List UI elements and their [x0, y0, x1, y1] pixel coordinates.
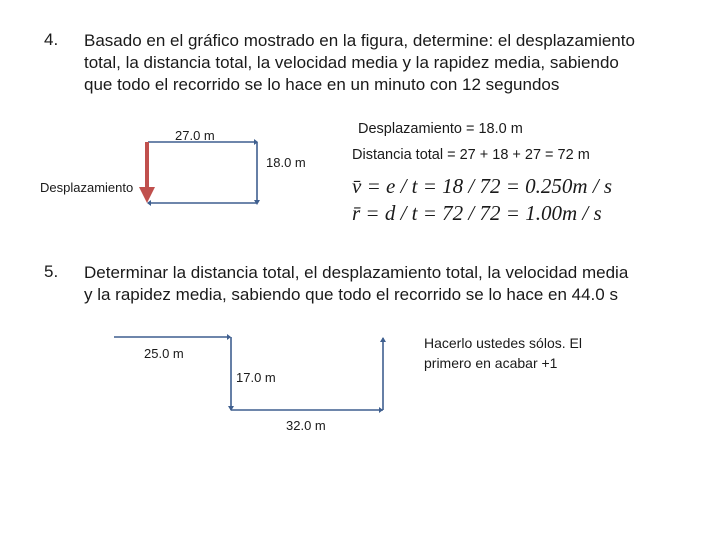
problem-4-line-3: que todo el recorrido se lo hace en un minuto con 12 segundos [84, 75, 560, 94]
answer-displacement: Desplazamiento = 18.0 m [358, 121, 523, 137]
problem-4-line-2: total, la distancia total, la velocidad media y la rapidez media, sabiendo [84, 53, 619, 72]
label-32-m: 32.0 m [286, 418, 326, 433]
formula-average-velocity: v̄ = e / t = 18 / 72 = 0.250m / s [352, 174, 613, 198]
problem-5-number: 5. [44, 262, 59, 281]
problem-4-path [148, 142, 257, 203]
problem-5-statement [84, 262, 628, 306]
homework-note-line-2: primero en acabar +1 [424, 355, 558, 371]
problem-5-line-2: y la rapidez media, sabiendo que todo el recorrido se lo hace en 44.0 s [84, 285, 618, 304]
displacement-arrow [139, 142, 155, 203]
homework-note [424, 333, 582, 373]
problem-4-number: 4. [44, 30, 59, 49]
label-18-m: 18.0 m [266, 155, 306, 170]
answer-distance: Distancia total = 27 + 18 + 27 = 72 m [352, 147, 590, 163]
problem-4-line-1: Basado en el gráfico mostrado en la figura, determine: el desplazamiento [84, 31, 635, 50]
problem-5-line-1: Determinar la distancia total, el desplazamiento total, la velocidad media [84, 263, 629, 282]
label-17-m: 17.0 m [236, 370, 276, 385]
homework-note-line-1: Hacerlo ustedes sólos. El [424, 335, 582, 351]
label-27-m: 27.0 m [175, 128, 215, 143]
label-displacement: Desplazamiento [40, 180, 134, 195]
label-25-m: 25.0 m [144, 346, 184, 361]
formula-average-speed: r̄ = d / t = 72 / 72 = 1.00m / s [352, 201, 602, 225]
p5-arrowhead-up-icon [380, 337, 386, 342]
path-arrowheads [147, 139, 260, 206]
displacement-arrowhead-icon [139, 187, 155, 203]
